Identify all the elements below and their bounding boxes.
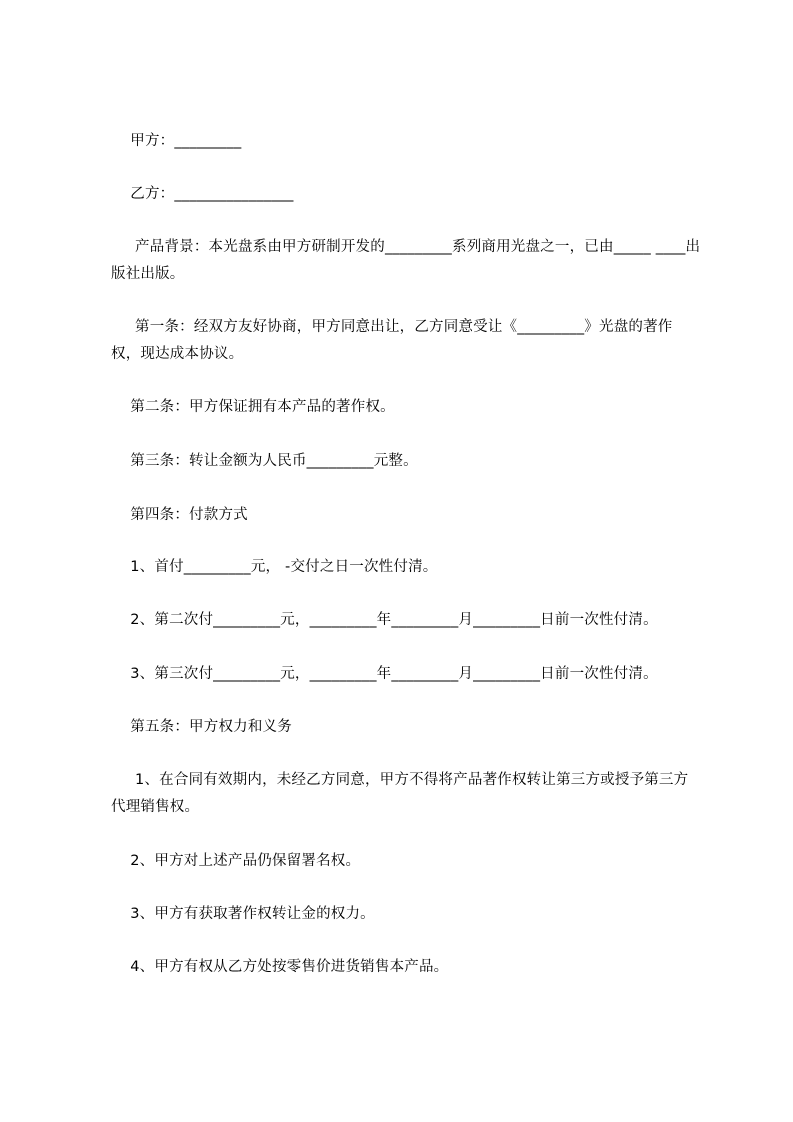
payment-item-3: 3、第三次付_________元，_________年_________月_________日前一次性付清。: [111, 666, 658, 682]
product-background: 产品背景：本光盘系由甲方研制开发的_________系列商用光盘之一，已由_____ ____出版社出版。: [111, 239, 701, 282]
payment-item-1: 1、首付_________元， -交付之日一次性付清。: [111, 559, 438, 575]
party-b-line: 乙方：________________: [111, 186, 294, 202]
duty-item-3: 3、甲方有获取著作权转让金的权力。: [111, 906, 375, 922]
article-1: 第一条：经双方友好协商，甲方同意出让，乙方同意受让《_________》光盘的著作权，现达成本协议。: [111, 319, 673, 362]
duty-item-2: 2、甲方对上述产品仍保留署名权。: [111, 853, 361, 869]
article-5-heading: 第五条：甲方权力和义务: [111, 719, 292, 735]
duty-item-1: 1、在合同有效期内，未经乙方同意，甲方不得将产品著作权转让第三方或授予第三方代理销售权。: [111, 772, 689, 815]
article-3: 第三条：转让金额为人民币_________元整。: [111, 453, 418, 469]
duty-item-4: 4、甲方有权从乙方处按零售价进货销售本产品。: [111, 959, 449, 975]
article-4-heading: 第四条：付款方式: [111, 507, 248, 523]
party-a-line: 甲方：_________: [111, 133, 242, 149]
payment-item-2: 2、第二次付_________元，_________年_________月_________日前一次性付清。: [111, 612, 658, 628]
article-2: 第二条：甲方保证拥有本产品的著作权。: [111, 399, 395, 415]
